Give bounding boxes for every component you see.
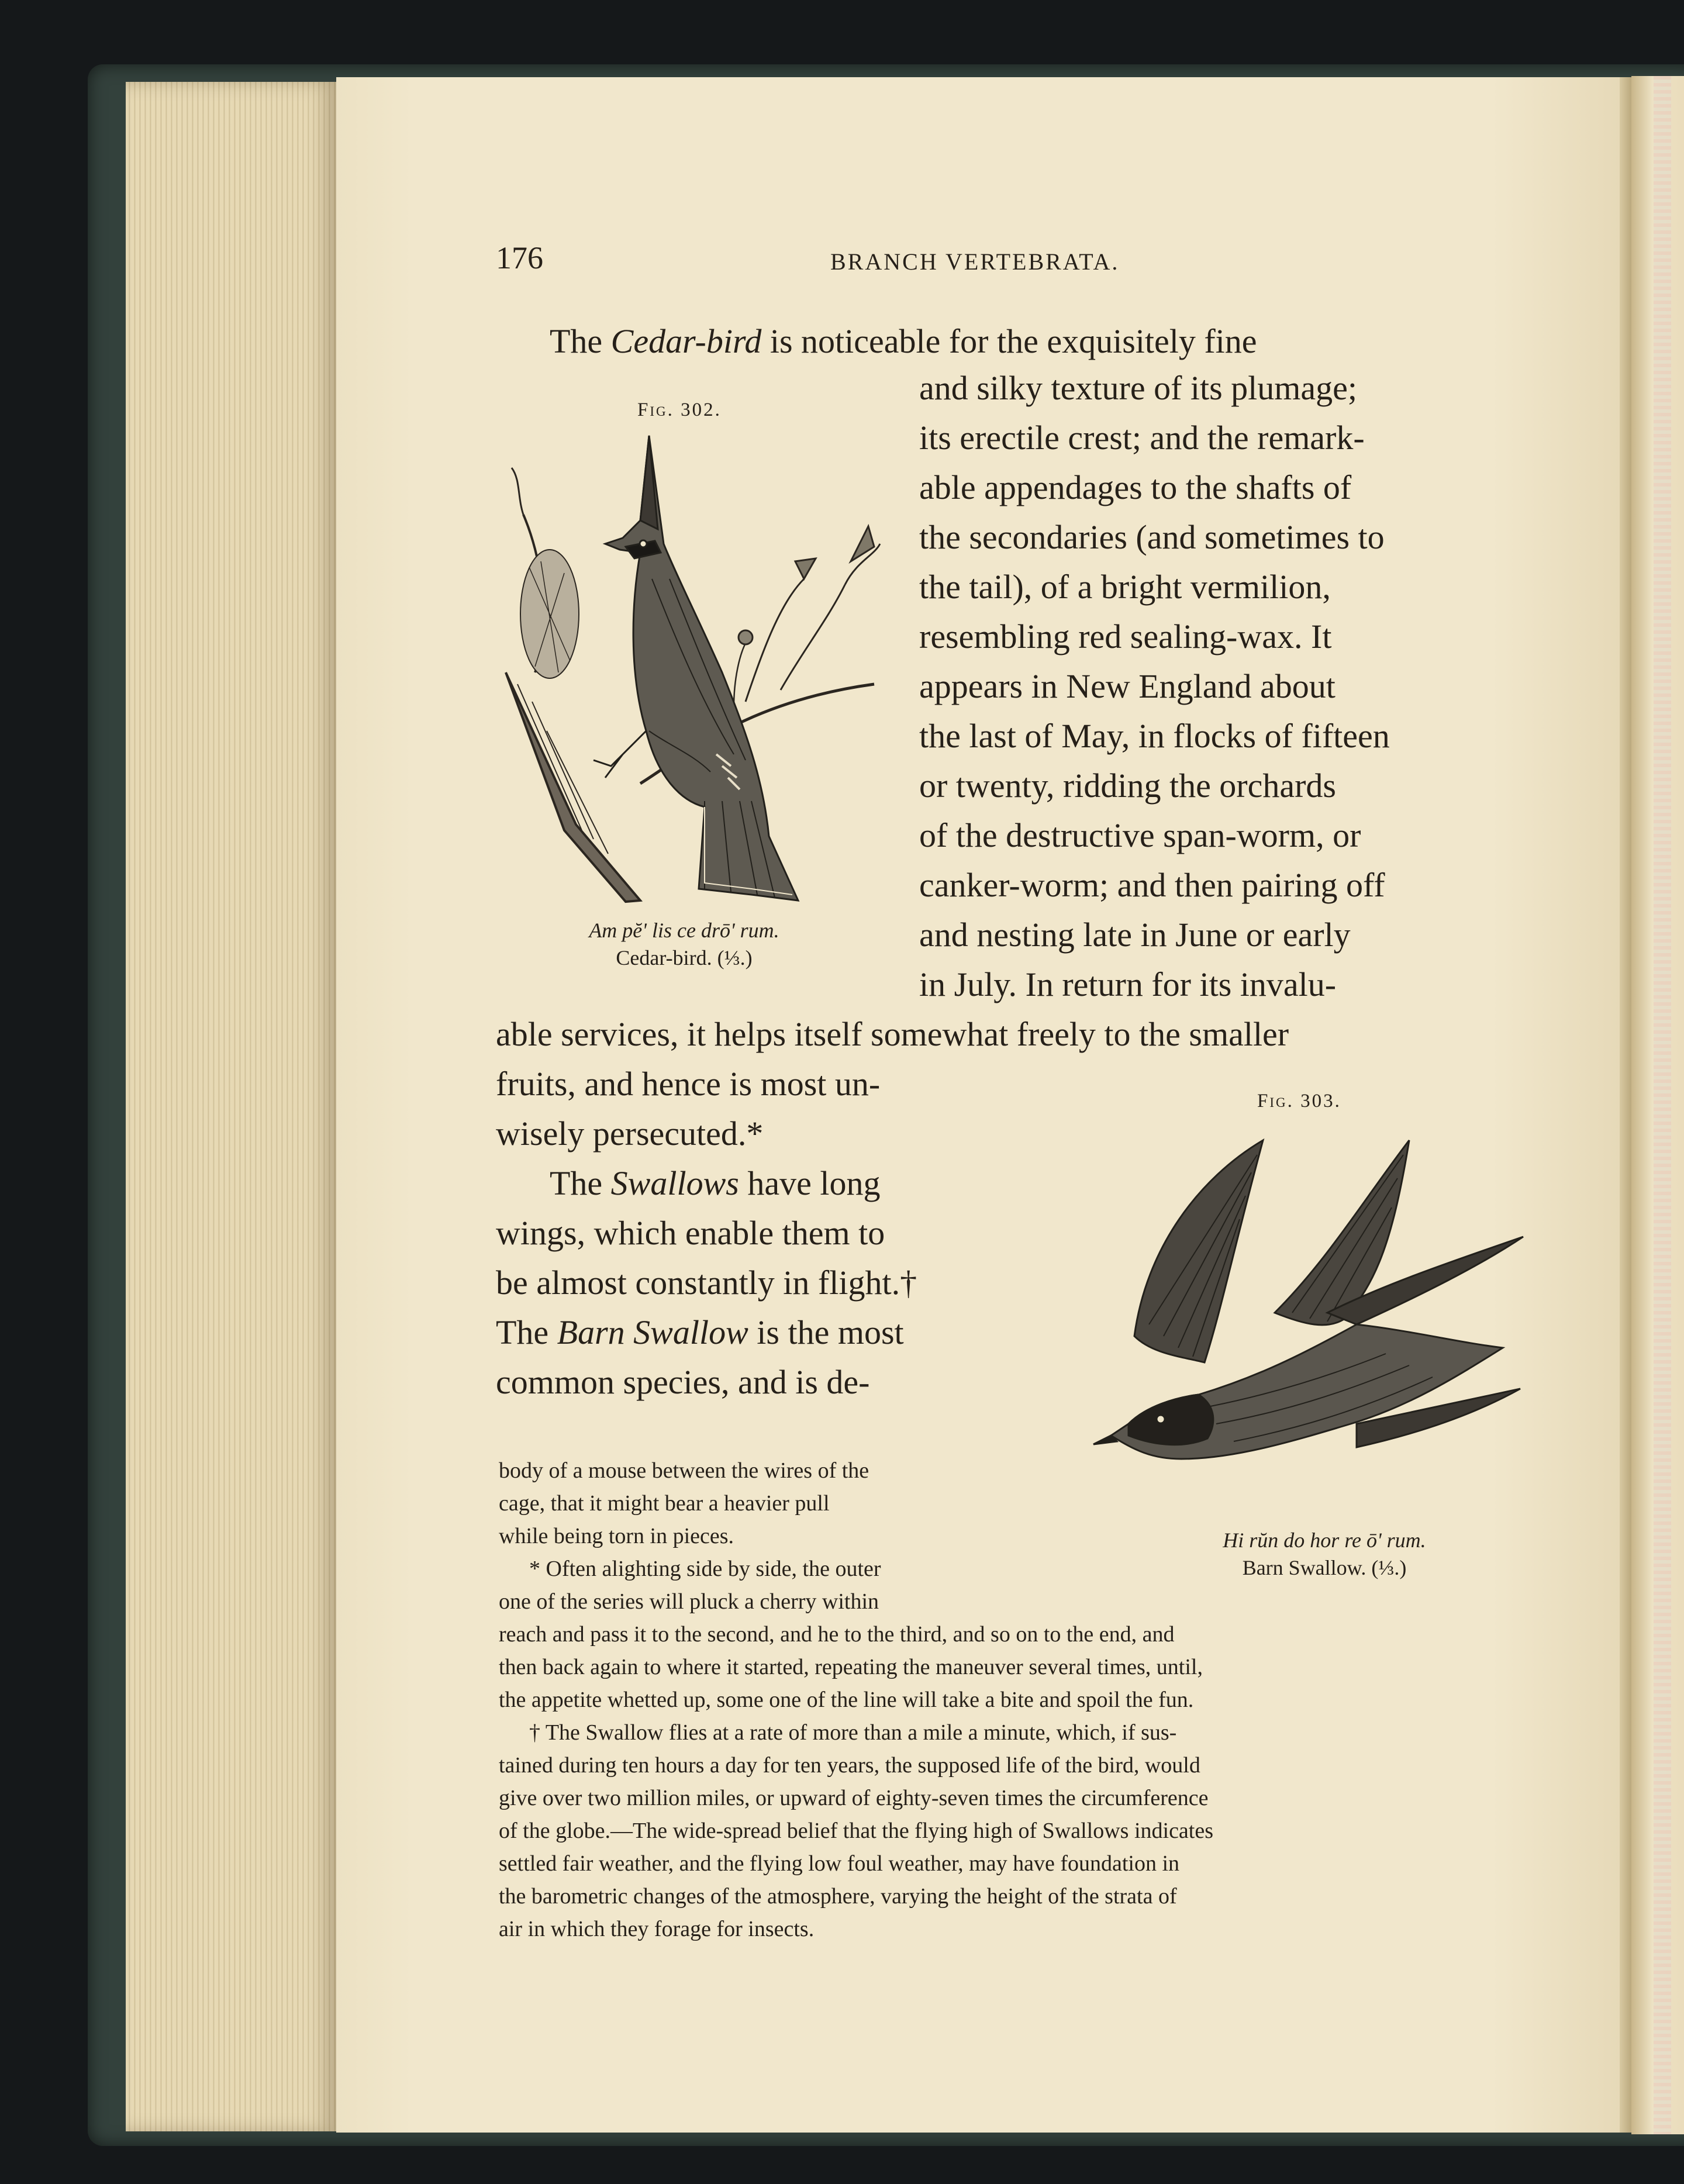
body-line: be almost constantly in flight.†: [496, 1264, 917, 1302]
figure-303-label: Fig. 303.: [1257, 1091, 1341, 1112]
body-line: the tail), of a bright vermilion,: [919, 568, 1331, 606]
body-line: wisely persecuted.*: [496, 1115, 764, 1153]
footnote-line: of the globe.—The wide-spread belief that the flying high of Swallows indicates: [499, 1819, 1214, 1843]
body-line: The Barn Swallow is the most: [496, 1313, 904, 1351]
body-line: The Swallows have long: [550, 1164, 881, 1202]
running-title: BRANCH VERTEBRATA.: [830, 249, 1120, 275]
footnote-line: * Often alighting side by side, the outer: [529, 1557, 881, 1581]
figure-303-common-name: Barn Swallow. (⅓.): [1242, 1556, 1407, 1579]
body-line: and silky texture of its plumage;: [919, 369, 1358, 407]
barn-swallow-illustration: [1082, 1131, 1538, 1523]
body-line: The Cedar-bird is noticeable for the exquisitely fine: [550, 322, 1257, 360]
footnote-line: † The Swallow flies at a rate of more than a mile a minute, which, if sus-: [529, 1720, 1177, 1745]
page-number: 176: [496, 240, 543, 275]
figure-303-scientific-name: Hi rŭn do hor re ō' rum.: [1223, 1529, 1426, 1552]
page-edges: [126, 82, 336, 2131]
footnote-line: give over two million miles, or upward of eighty-seven times the circumference: [499, 1786, 1209, 1810]
figure-302-label: Fig. 302.: [637, 399, 722, 420]
footnote-line: reach and pass it to the second, and he to the third, and so on to the end, and: [499, 1622, 1175, 1647]
figure-302-common-name: Cedar-bird. (⅓.): [616, 946, 753, 969]
body-line: appears in New England about: [919, 667, 1336, 705]
facing-page-marbling: [1654, 76, 1671, 2134]
footnote-line: while being torn in pieces.: [499, 1524, 734, 1548]
body-line: the secondaries (and sometimes to: [919, 518, 1385, 556]
footnote-line: then back again to where it started, repeating the maneuver several times, until,: [499, 1655, 1203, 1679]
body-line: wings, which enable them to: [496, 1214, 885, 1252]
body-line: in July. In return for its invalu-: [919, 965, 1337, 1003]
cedar-bird-illustration: [500, 427, 886, 912]
body-line: its erectile crest; and the remark-: [919, 419, 1365, 457]
body-line: able services, it helps itself somewhat freely to the smaller: [496, 1015, 1289, 1053]
body-line: common species, and is de-: [496, 1363, 870, 1401]
body-line: and nesting late in June or early: [919, 916, 1351, 954]
body-line: able appendages to the shafts of: [919, 468, 1352, 506]
footnote-line: one of the series will pluck a cherry within: [499, 1589, 879, 1614]
footnote-line: cage, that it might bear a heavier pull: [499, 1491, 830, 1516]
body-line: canker-worm; and then pairing off: [919, 866, 1385, 904]
footnote-line: settled fair weather, and the flying low foul weather, may have foundation in: [499, 1851, 1180, 1876]
footnote-line: the appetite whetted up, some one of the line will take a bite and spoil the fun.: [499, 1688, 1194, 1712]
body-line: of the destructive span-worm, or: [919, 816, 1361, 854]
figure-302-scientific-name: Am pĕ' lis ce drō' rum.: [589, 919, 779, 942]
body-line: or twenty, ridding the orchards: [919, 767, 1336, 805]
book-gutter: [1620, 77, 1631, 2133]
body-line: fruits, and hence is most un-: [496, 1065, 881, 1103]
footnote-line: the barometric changes of the atmosphere, varying the height of the strata of: [499, 1884, 1177, 1909]
footnote-line: air in which they forage for insects.: [499, 1917, 815, 1941]
footnote-line: body of a mouse between the wires of the: [499, 1458, 869, 1483]
body-line: resembling red sealing-wax. It: [919, 617, 1332, 655]
body-line: the last of May, in flocks of fifteen: [919, 717, 1390, 755]
footnote-line: tained during ten hours a day for ten years, the supposed life of the bird, would: [499, 1753, 1200, 1778]
